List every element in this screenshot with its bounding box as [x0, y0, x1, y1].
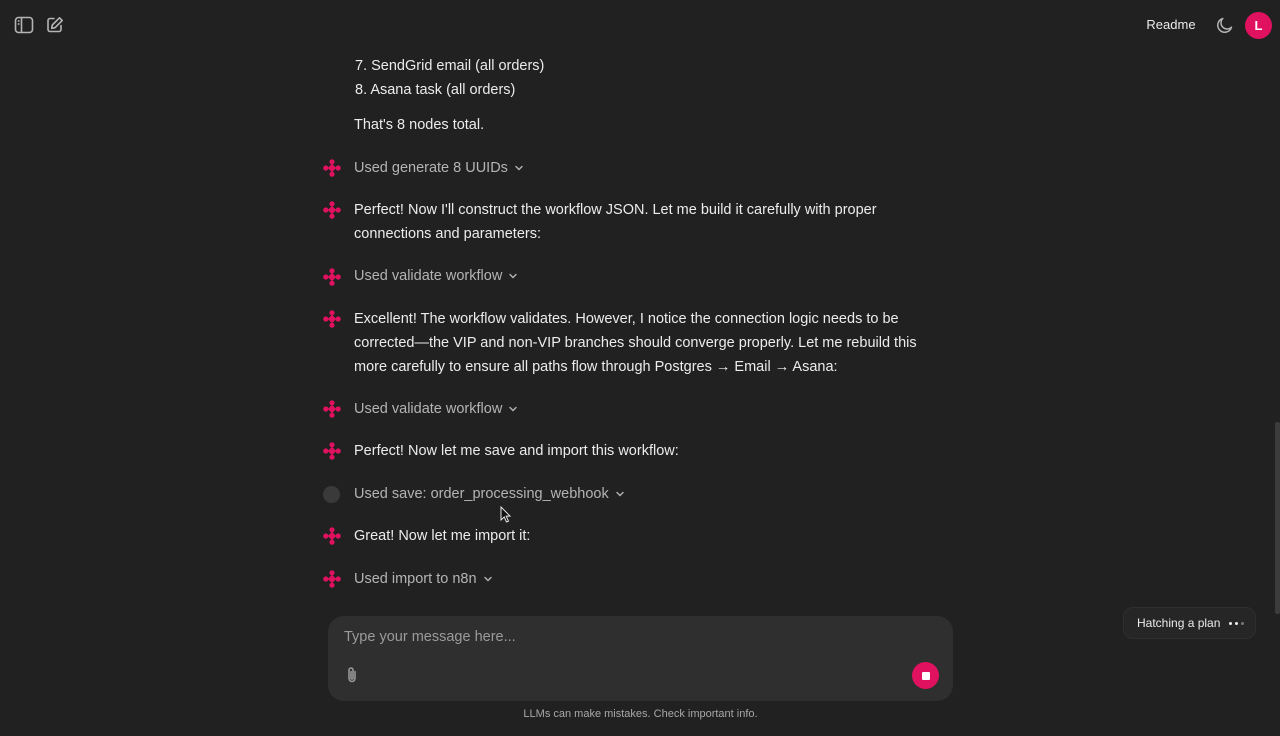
avatar[interactable]: L [1245, 12, 1272, 39]
chevron-down-icon [615, 489, 625, 499]
assistant-message: Excellent! The workflow validates. However, I notice the connection logic needs to be [354, 311, 899, 327]
stop-square-icon [922, 672, 930, 680]
assistant-message: more carefully to ensure all paths flow through Postgres → Email → Asana: [354, 359, 838, 375]
chevron-down-icon [508, 404, 518, 414]
scrollbar[interactable] [1275, 422, 1280, 614]
assistant-message: Great! Now let me import it: [354, 528, 531, 544]
assistant-message: Perfect! Now let me save and import this workflow: [354, 443, 679, 459]
assistant-message: corrected—the VIP and non-VIP branches should converge properly. Let me rebuild this [354, 335, 917, 351]
assistant-icon [323, 268, 341, 286]
message-input[interactable] [342, 626, 906, 648]
pending-status-icon [323, 486, 340, 503]
tool-call-label: Used generate 8 UUIDs [354, 160, 508, 176]
message-composer [328, 616, 953, 701]
assistant-icon [323, 442, 341, 460]
chevron-down-icon [514, 163, 524, 173]
tool-call-label: Used save: order_processing_webhook [354, 486, 609, 502]
tool-call-import[interactable] [354, 567, 493, 591]
assistant-icon [323, 400, 341, 418]
toast-label: Hatching a plan [1137, 616, 1221, 630]
assistant-message: That's 8 nodes total. [354, 117, 485, 133]
assistant-icon [323, 159, 341, 177]
chevron-down-icon [483, 574, 493, 584]
tool-call-generate-uuids[interactable] [354, 156, 524, 180]
assistant-message: Perfect! Now I'll construct the workflow JSON. Let me build it carefully with proper [354, 202, 877, 218]
assistant-icon [323, 201, 341, 219]
readme-link[interactable]: Readme [1146, 17, 1196, 32]
list-item: 8. Asana task (all orders) [355, 82, 516, 98]
paperclip-icon[interactable] [344, 666, 360, 684]
tool-call-validate-workflow[interactable] [354, 397, 518, 421]
tool-call-validate-workflow[interactable] [354, 264, 518, 288]
tool-call-label: Used validate workflow [354, 401, 503, 417]
loading-dots-icon [1229, 622, 1244, 625]
assistant-icon [323, 570, 341, 588]
stop-button[interactable] [912, 662, 939, 689]
assistant-message: connections and parameters: [354, 226, 541, 242]
status-toast [1123, 607, 1256, 639]
disclaimer-text: LLMs can make mistakes. Check important info. [523, 708, 758, 720]
list-item: 7. SendGrid email (all orders) [355, 58, 545, 74]
assistant-icon [323, 310, 341, 328]
assistant-icon [323, 527, 341, 545]
tool-call-save[interactable] [354, 482, 625, 506]
chevron-down-icon [508, 271, 518, 281]
tool-call-label: Used import to n8n [354, 571, 477, 587]
mouse-cursor-icon [500, 506, 512, 524]
tool-call-label: Used validate workflow [354, 268, 503, 284]
